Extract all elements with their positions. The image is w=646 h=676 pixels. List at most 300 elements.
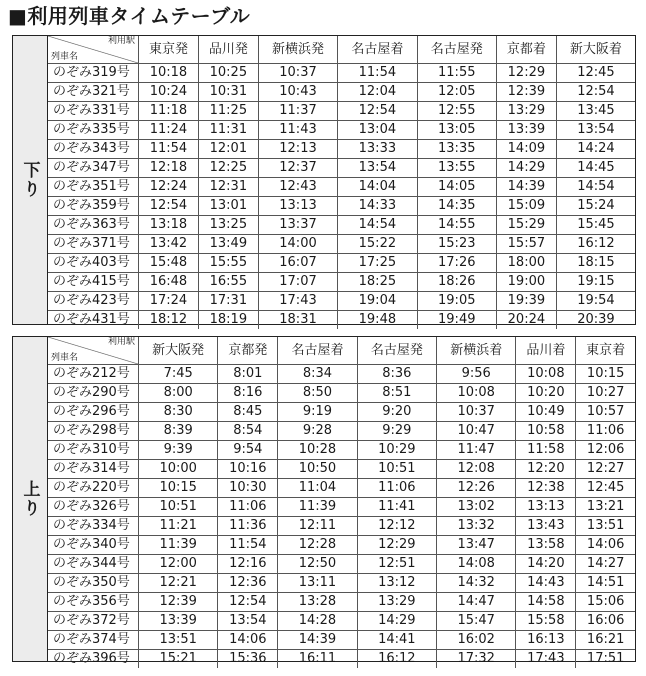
time-cell: 14:09 [496,140,556,159]
corner-train-label: 列車名 [51,353,79,363]
table-row [48,64,635,83]
time-cell: 11:39 [139,536,218,555]
timetable-up [48,337,635,668]
time-cell: 17:07 [258,273,337,292]
time-cell: 12:00 [139,555,218,574]
time-cell: 16:02 [437,631,516,650]
time-cell: 15:24 [556,197,635,216]
train-name-cell: のぞみ310号 [48,441,139,460]
table-row [48,83,635,102]
time-cell: 12:16 [218,555,278,574]
time-cell: 18:25 [338,273,417,292]
time-cell: 11:55 [417,64,496,83]
time-cell: 15:22 [338,235,417,254]
time-cell: 17:26 [417,254,496,273]
time-cell: 14:45 [556,159,635,178]
corner-station-label: 利用駅 [107,337,135,347]
time-cell: 12:08 [437,460,516,479]
time-cell: 12:20 [516,460,576,479]
table-row [48,311,635,330]
time-cell: 19:54 [556,292,635,311]
time-cell: 8:34 [278,365,357,384]
table-row [48,235,635,254]
corner-station-label: 利用駅 [107,36,135,46]
table-row [48,593,635,612]
time-cell: 20:39 [556,311,635,330]
time-cell: 10:28 [278,441,357,460]
table-row [48,517,635,536]
time-cell: 13:39 [139,612,218,631]
time-cell: 10:27 [576,384,635,403]
train-name-cell: のぞみ363号 [48,216,139,235]
time-cell: 10:16 [218,460,278,479]
time-cell: 9:28 [278,422,357,441]
table-row [48,178,635,197]
time-cell: 13:54 [556,121,635,140]
time-cell: 8:39 [139,422,218,441]
time-cell: 14:06 [576,536,635,555]
table-row [48,384,635,403]
time-cell: 12:11 [278,517,357,536]
time-cell: 11:18 [139,102,199,121]
time-cell: 13:54 [218,612,278,631]
time-cell: 15:21 [139,650,218,669]
time-cell: 14:54 [556,178,635,197]
time-cell: 10:37 [258,64,337,83]
time-cell: 15:45 [556,216,635,235]
time-cell: 10:18 [139,64,199,83]
train-name-cell: のぞみ351号 [48,178,139,197]
table-row [48,140,635,159]
time-cell: 13:32 [437,517,516,536]
time-cell: 14:00 [258,235,337,254]
time-cell: 16:11 [278,650,357,669]
table-row [48,403,635,422]
time-cell: 10:47 [437,422,516,441]
time-cell: 11:54 [338,64,417,83]
station-header: 名古屋発 [417,36,496,64]
train-name-cell: のぞみ415号 [48,273,139,292]
time-cell: 15:06 [576,593,635,612]
time-cell: 15:58 [516,612,576,631]
time-cell: 14:06 [218,631,278,650]
time-cell: 17:25 [338,254,417,273]
time-cell: 17:51 [576,650,635,669]
time-cell: 19:48 [338,311,417,330]
time-cell: 13:35 [417,140,496,159]
time-cell: 8:50 [278,384,357,403]
time-cell: 14:32 [437,574,516,593]
time-cell: 10:08 [516,365,576,384]
time-cell: 10:15 [139,479,218,498]
station-header: 名古屋発 [357,337,436,365]
time-cell: 14:20 [516,555,576,574]
time-cell: 13:05 [417,121,496,140]
time-cell: 13:13 [516,498,576,517]
time-cell: 14:55 [417,216,496,235]
time-cell: 14:54 [338,216,417,235]
time-cell: 19:00 [496,273,556,292]
time-cell: 11:43 [258,121,337,140]
time-cell: 19:04 [338,292,417,311]
time-cell: 11:04 [278,479,357,498]
time-cell: 19:39 [496,292,556,311]
timetable-down [48,36,635,329]
time-cell: 16:07 [258,254,337,273]
train-name-cell: のぞみ431号 [48,311,139,330]
time-cell: 16:06 [576,612,635,631]
time-cell: 13:45 [556,102,635,121]
time-cell: 12:29 [357,536,436,555]
train-name-cell: のぞみ350号 [48,574,139,593]
train-name-cell: のぞみ331号 [48,102,139,121]
time-cell: 10:57 [576,403,635,422]
time-cell: 13:39 [496,121,556,140]
time-cell: 11:06 [218,498,278,517]
time-cell: 15:57 [496,235,556,254]
time-cell: 13:58 [516,536,576,555]
direction-label-up-cell [13,337,48,661]
time-cell: 12:29 [496,64,556,83]
train-name-cell: のぞみ371号 [48,235,139,254]
time-cell: 10:25 [198,64,258,83]
time-cell: 13:28 [278,593,357,612]
time-cell: 10:51 [139,498,218,517]
time-cell: 17:43 [258,292,337,311]
time-cell: 8:16 [218,384,278,403]
table-row [48,650,635,669]
time-cell: 10:30 [218,479,278,498]
time-cell: 13:33 [338,140,417,159]
time-cell: 17:24 [139,292,199,311]
time-cell: 20:24 [496,311,556,330]
time-cell: 12:18 [139,159,199,178]
table-row [48,365,635,384]
table-row [48,273,635,292]
time-cell: 14:33 [338,197,417,216]
time-cell: 8:51 [357,384,436,403]
train-name-cell: のぞみ290号 [48,384,139,403]
time-cell: 19:15 [556,273,635,292]
header-corner [48,337,139,365]
time-cell: 8:54 [218,422,278,441]
time-cell: 18:31 [258,311,337,330]
page-title: ■利用列車タイムテーブル [8,4,251,28]
time-cell: 18:15 [556,254,635,273]
time-cell: 13:21 [576,498,635,517]
time-cell: 13:54 [338,159,417,178]
train-name-cell: のぞみ298号 [48,422,139,441]
table-row [48,292,635,311]
time-cell: 13:49 [198,235,258,254]
time-cell: 13:51 [576,517,635,536]
time-cell: 14:43 [516,574,576,593]
time-cell: 14:29 [357,612,436,631]
table-row [48,216,635,235]
time-cell: 10:49 [516,403,576,422]
station-header: 品川着 [516,337,576,365]
time-cell: 12:27 [576,460,635,479]
station-header: 新横浜着 [437,337,516,365]
time-cell: 15:48 [139,254,199,273]
table-row [48,159,635,178]
station-header: 新大阪着 [556,36,635,64]
time-cell: 13:43 [516,517,576,536]
train-name-cell: のぞみ396号 [48,650,139,669]
time-cell: 12:21 [139,574,218,593]
time-cell: 16:12 [357,650,436,669]
time-cell: 11:06 [357,479,436,498]
table-row [48,631,635,650]
train-name-cell: のぞみ335号 [48,121,139,140]
time-cell: 12:28 [278,536,357,555]
train-name-cell: のぞみ343号 [48,140,139,159]
time-cell: 10:29 [357,441,436,460]
direction-label-down-cell [13,36,48,324]
time-cell: 13:12 [357,574,436,593]
time-cell: 19:05 [417,292,496,311]
station-header: 東京発 [139,36,199,64]
time-cell: 13:01 [198,197,258,216]
time-cell: 13:29 [357,593,436,612]
time-cell: 15:55 [198,254,258,273]
time-cell: 12:45 [556,64,635,83]
train-name-cell: のぞみ403号 [48,254,139,273]
time-cell: 11:54 [139,140,199,159]
time-cell: 12:54 [338,102,417,121]
time-cell: 14:35 [417,197,496,216]
table-row [48,441,635,460]
time-cell: 15:09 [496,197,556,216]
time-cell: 9:39 [139,441,218,460]
table-row [48,479,635,498]
time-cell: 12:24 [139,178,199,197]
time-cell: 11:37 [258,102,337,121]
station-header: 新大阪発 [139,337,218,365]
time-cell: 16:13 [516,631,576,650]
time-cell: 12:06 [576,441,635,460]
time-cell: 12:26 [437,479,516,498]
table-row [48,422,635,441]
time-cell: 11:25 [198,102,258,121]
table-row [48,460,635,479]
time-cell: 14:29 [496,159,556,178]
time-cell: 18:26 [417,273,496,292]
time-cell: 15:29 [496,216,556,235]
station-header: 東京着 [576,337,635,365]
train-name-cell: のぞみ334号 [48,517,139,536]
time-cell: 11:31 [198,121,258,140]
train-name-cell: のぞみ359号 [48,197,139,216]
time-cell: 12:54 [218,593,278,612]
train-name-cell: のぞみ356号 [48,593,139,612]
time-cell: 12:25 [198,159,258,178]
time-cell: 14:24 [556,140,635,159]
time-cell: 13:55 [417,159,496,178]
train-name-cell: のぞみ423号 [48,292,139,311]
time-cell: 13:29 [496,102,556,121]
time-cell: 12:37 [258,159,337,178]
time-cell: 9:20 [357,403,436,422]
time-cell: 16:12 [556,235,635,254]
time-cell: 14:58 [516,593,576,612]
time-cell: 8:45 [218,403,278,422]
time-cell: 13:02 [437,498,516,517]
time-cell: 12:55 [417,102,496,121]
time-cell: 18:00 [496,254,556,273]
time-cell: 14:04 [338,178,417,197]
time-cell: 18:12 [139,311,199,330]
time-cell: 12:01 [198,140,258,159]
time-cell: 15:36 [218,650,278,669]
direction-label-down: 下り [19,161,40,199]
time-cell: 9:29 [357,422,436,441]
time-cell: 11:24 [139,121,199,140]
time-cell: 10:58 [516,422,576,441]
header-row [48,36,635,64]
train-name-cell: のぞみ372号 [48,612,139,631]
time-cell: 14:28 [278,612,357,631]
time-cell: 14:05 [417,178,496,197]
time-cell: 12:51 [357,555,436,574]
time-cell: 10:20 [516,384,576,403]
time-cell: 16:48 [139,273,199,292]
time-cell: 16:55 [198,273,258,292]
time-cell: 14:27 [576,555,635,574]
time-cell: 10:51 [357,460,436,479]
time-cell: 11:06 [576,422,635,441]
direction-label-up: 上り [19,480,40,518]
time-cell: 11:21 [139,517,218,536]
time-cell: 8:01 [218,365,278,384]
time-cell: 10:37 [437,403,516,422]
time-cell: 12:39 [139,593,218,612]
table-row [48,102,635,121]
time-cell: 10:43 [258,83,337,102]
time-cell: 11:41 [357,498,436,517]
time-cell: 15:47 [437,612,516,631]
time-cell: 10:24 [139,83,199,102]
time-cell: 11:47 [437,441,516,460]
time-cell: 15:23 [417,235,496,254]
station-header: 新横浜発 [258,36,337,64]
time-cell: 11:39 [278,498,357,517]
table-row [48,574,635,593]
time-cell: 12:38 [516,479,576,498]
time-cell: 8:30 [139,403,218,422]
table-row [48,498,635,517]
train-name-cell: のぞみ321号 [48,83,139,102]
time-cell: 12:39 [496,83,556,102]
timetable-down-section [12,35,636,325]
time-cell: 17:43 [516,650,576,669]
time-cell: 17:31 [198,292,258,311]
train-name-cell: のぞみ296号 [48,403,139,422]
time-cell: 11:58 [516,441,576,460]
train-name-cell: のぞみ374号 [48,631,139,650]
table-row [48,121,635,140]
station-header: 品川発 [198,36,258,64]
time-cell: 12:31 [198,178,258,197]
header-corner [48,36,139,64]
time-cell: 10:00 [139,460,218,479]
time-cell: 10:08 [437,384,516,403]
time-cell: 12:13 [258,140,337,159]
time-cell: 17:32 [437,650,516,669]
time-cell: 14:51 [576,574,635,593]
time-cell: 16:21 [576,631,635,650]
time-cell: 13:37 [258,216,337,235]
train-name-cell: のぞみ319号 [48,64,139,83]
time-cell: 11:54 [218,536,278,555]
time-cell: 14:39 [496,178,556,197]
train-name-cell: のぞみ212号 [48,365,139,384]
time-cell: 9:56 [437,365,516,384]
time-cell: 10:31 [198,83,258,102]
time-cell: 12:04 [338,83,417,102]
time-cell: 8:36 [357,365,436,384]
time-cell: 19:49 [417,311,496,330]
time-cell: 9:54 [218,441,278,460]
station-header: 名古屋着 [338,36,417,64]
time-cell: 12:36 [218,574,278,593]
table-row [48,254,635,273]
time-cell: 13:18 [139,216,199,235]
time-cell: 12:54 [556,83,635,102]
time-cell: 8:00 [139,384,218,403]
train-name-cell: のぞみ347号 [48,159,139,178]
table-row [48,536,635,555]
time-cell: 14:47 [437,593,516,612]
time-cell: 9:19 [278,403,357,422]
time-cell: 13:51 [139,631,218,650]
time-cell: 13:13 [258,197,337,216]
station-header: 名古屋着 [278,337,357,365]
time-cell: 12:45 [576,479,635,498]
time-cell: 12:54 [139,197,199,216]
train-name-cell: のぞみ314号 [48,460,139,479]
table-row [48,555,635,574]
station-header: 京都着 [496,36,556,64]
table-row [48,197,635,216]
time-cell: 11:36 [218,517,278,536]
time-cell: 7:45 [139,365,218,384]
time-cell: 12:12 [357,517,436,536]
time-cell: 12:43 [258,178,337,197]
time-cell: 13:04 [338,121,417,140]
station-header: 京都発 [218,337,278,365]
time-cell: 14:08 [437,555,516,574]
time-cell: 10:15 [576,365,635,384]
train-name-cell: のぞみ220号 [48,479,139,498]
time-cell: 12:05 [417,83,496,102]
time-cell: 13:11 [278,574,357,593]
corner-train-label: 列車名 [51,52,79,62]
time-cell: 18:19 [198,311,258,330]
time-cell: 12:50 [278,555,357,574]
header-row [48,337,635,365]
time-cell: 13:25 [198,216,258,235]
train-name-cell: のぞみ340号 [48,536,139,555]
time-cell: 14:41 [357,631,436,650]
train-name-cell: のぞみ344号 [48,555,139,574]
timetable-up-section [12,336,636,666]
time-cell: 14:39 [278,631,357,650]
table-row [48,612,635,631]
time-cell: 13:47 [437,536,516,555]
time-cell: 13:42 [139,235,199,254]
time-cell: 10:50 [278,460,357,479]
